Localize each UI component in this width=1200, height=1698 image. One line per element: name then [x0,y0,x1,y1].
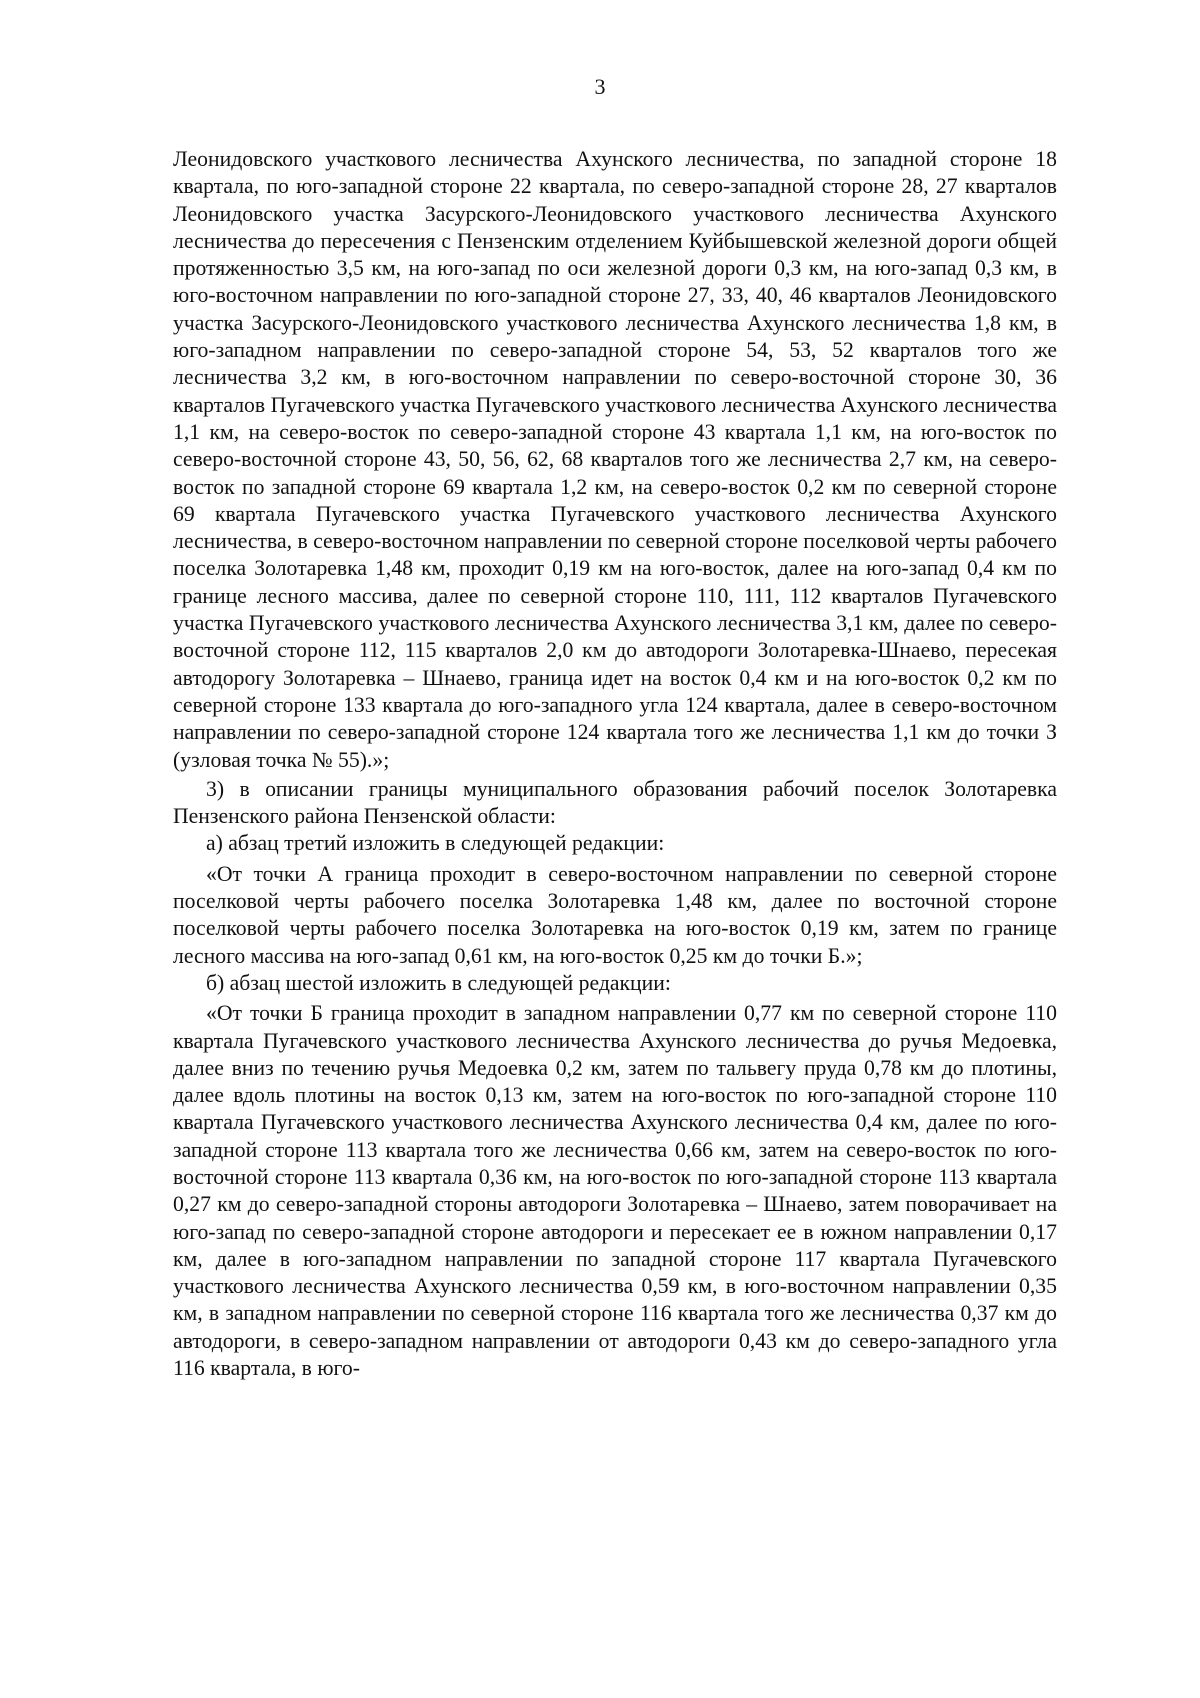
quote-paragraph-a: «От точки А граница проходит в северо-восточном направлении по северной стороне поселковой черты рабочего поселка Золотаревка 1,48 км, далее по восточной стороне поселковой черты рабочего поселка Золотаревка на юго-восток 0,19 км, затем по границе лесного массива на юго-запад 0,61 км, на юго-восток 0,25 км до точки Б.»; [173,861,1057,968]
list-item-3: 3) в описании границы муниципального образования рабочий поселок Золотаревка Пензенского района Пензенской области: [173,776,1057,829]
document-body [173,146,1057,1382]
page-number: 3 [594,74,606,99]
paragraph-boundary-description: Леонидовского участкового лесничества Ахунского лесничества, по западной стороне 18 квартала, по юго-западной стороне 22 квартала, по северо-западной стороне 28, 27 кварталов Леонидовского участка Засурского-Леонидовского участкового лесничества Ахунского лесничества до пересечения с Пензенским отделением Куйбышевской железной дороги общей протяженностью 3,5 км, на юго-запад по оси железной дороги 0,3 км, на юго-запад 0,3 км, в юго-восточном направлении по юго-западной стороне 27, 33, 40, 46 кварталов Леонидовского участка Засурского-Леонидовского участкового лесничества Ахунского лесничества 1,8 км, в юго-западном направлении по северо-западной стороне 54, 53, 52 кварталов того же лесничества 3,2 км, в юго-восточном направлении по северо-восточной стороне 30, 36 кварталов Пугачевского участка Пугачевского участкового лесничества Ахунского лесничества 1,1 км, на северо-восток по северо-западной стороне 43 квартала 1,1 км, на юго-восток по северо-восточной стороне 43, 50, 56, 62, 68 кварталов того же лесничества 2,7 км, на северо-восток по западной стороне 69 квартала 1,2 км, на северо-восток 0,2 км по северной стороне 69 квартала Пугачевского участка Пугачевского участкового лесничества Ахунского лесничества, в северо-восточном направлении по северной стороне поселковой черты рабочего поселка Золотаревка 1,48 км, проходит 0,19 км на юго-восток, далее на юго-запад 0,4 км по границе лесного массива, далее по северной стороне 110, 111, 112 кварталов Пугачевского участка Пугачевского участкового лесничества Ахунского лесничества 3,1 км, далее по северо-восточной стороне 112, 115 кварталов 2,0 км до автодороги Золотаревка-Шнаево, пересекая автодорогу Золотаревка – Шнаево, граница идет на восток 0,4 км и на юго-восток 0,2 км по северной стороне 133 квартала до юго-западного угла 124 квартала, далее в северо-восточном направлении по северо-западной стороне 124 квартала того же лесничества 1,1 км до точки З (узловая точка № 55).»; [173,147,1057,772]
quote-paragraph-b: «От точки Б граница проходит в западном направлении 0,77 км по северной стороне 110 квартала Пугачевского участкового лесничества Ахунского лесничества до ручья Медоевка, далее вниз по течению ручья Медоевка 0,2 км, затем по тальвегу пруда 0,78 км до плотины, далее вдоль плотины на восток 0,13 км, затем на юго-восток по юго-западной стороне 110 квартала Пугачевского участкового лесничества Ахунского лесничества 0,4 км, далее по юго-западной стороне 113 квартала того же лесничества 0,66 км, затем на северо-восток по юго-восточной стороне 113 квартала 0,36 км, на юго-восток по юго-западной стороне 113 квартала 0,27 км до северо-западной стороны автодороги Золотаревка – Шнаево, затем поворачивает на юго-запад по северо-западной стороне автодороги и пересекает ее в южном направлении 0,17 км, далее в юго-западном направлении по западной стороне 117 квартала Пугачевского участкового лесничества Ахунского лесничества 0,59 км, в юго-восточном направлении 0,35 км, в западном направлении по северной стороне 116 квартала того же лесничества 0,37 км до автодороги, в северо-западном направлении от автодороги 0,43 км до северо-западного угла 116 квартала, в юго- [173,1001,1057,1381]
list-item-3b: б) абзац шестой изложить в следующей редакции: [206,970,671,995]
list-item-3a: а) абзац третий изложить в следующей редакции: [206,831,665,856]
